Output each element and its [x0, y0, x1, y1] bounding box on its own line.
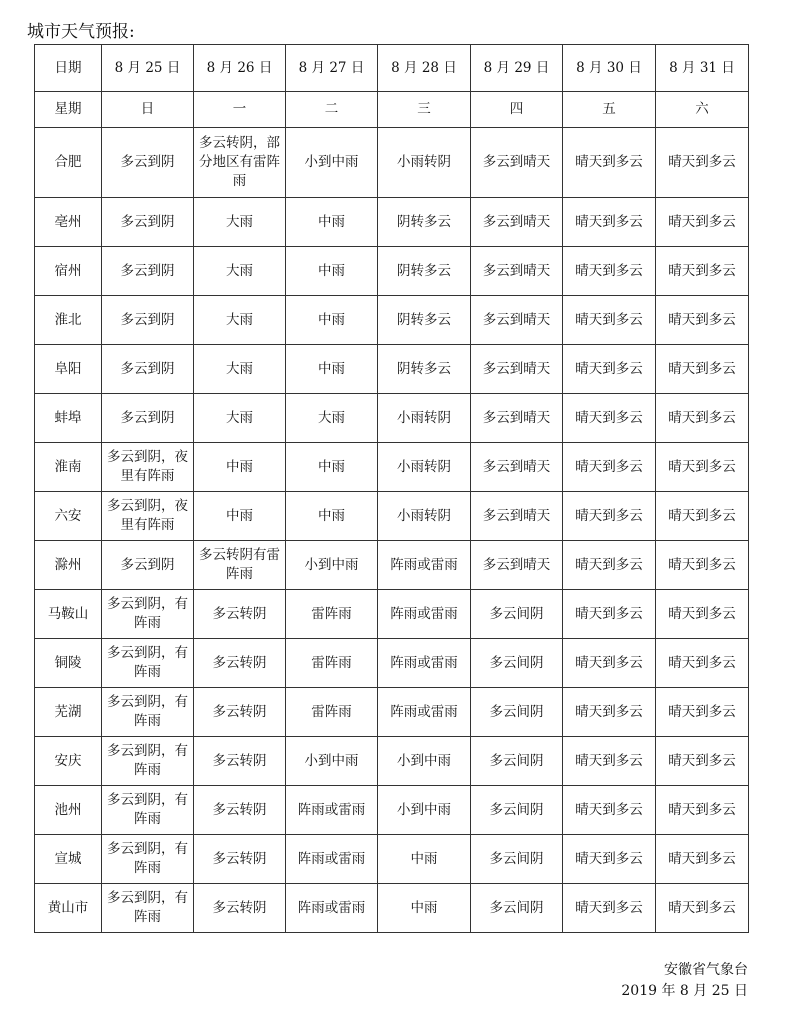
forecast-cell: 中雨: [286, 345, 378, 394]
forecast-cell: 中雨: [378, 835, 471, 884]
forecast-cell: 多云到阴: [102, 198, 194, 247]
forecast-cell: 多云转阴: [194, 737, 286, 786]
forecast-cell: 多云间阴: [471, 786, 563, 835]
forecast-cell: 阴转多云: [378, 345, 471, 394]
forecast-cell: 晴天到多云: [656, 590, 749, 639]
date-label-cell: 日期: [35, 45, 102, 92]
city-name-cell: 亳州: [35, 198, 102, 247]
page-title: 城市天气预报:: [27, 22, 135, 42]
forecast-cell: 多云间阴: [471, 884, 563, 933]
forecast-cell: 阵雨或雷雨: [286, 835, 378, 884]
table-row: [35, 737, 749, 786]
forecast-cell: 中雨: [286, 443, 378, 492]
forecast-cell: 晴天到多云: [563, 590, 656, 639]
table-row: [35, 443, 749, 492]
forecast-cell: 中雨: [378, 884, 471, 933]
forecast-cell: 晴天到多云: [563, 737, 656, 786]
forecast-table-body: [35, 45, 749, 933]
forecast-cell: 雷阵雨: [286, 590, 378, 639]
forecast-cell: 小雨转阴: [378, 492, 471, 541]
table-row: [35, 835, 749, 884]
weekday-cell: 四: [471, 92, 563, 128]
weekday-cell: 五: [563, 92, 656, 128]
forecast-cell: 多云转阴: [194, 884, 286, 933]
forecast-cell: 多云到阴，有阵雨: [102, 835, 194, 884]
forecast-cell: 阵雨或雷雨: [378, 639, 471, 688]
forecast-cell: 晴天到多云: [563, 128, 656, 198]
weekday-cell: 六: [656, 92, 749, 128]
forecast-cell: 多云到晴天: [471, 443, 563, 492]
forecast-cell: 晴天到多云: [563, 198, 656, 247]
forecast-cell: 大雨: [194, 247, 286, 296]
weekday-cell: 二: [286, 92, 378, 128]
forecast-cell: 晴天到多云: [563, 296, 656, 345]
forecast-cell: 晴天到多云: [563, 835, 656, 884]
city-name-cell: 淮南: [35, 443, 102, 492]
forecast-cell: 中雨: [286, 247, 378, 296]
weekday-header-row: [35, 92, 749, 128]
forecast-cell: 晴天到多云: [563, 639, 656, 688]
forecast-cell: 多云到阴: [102, 128, 194, 198]
forecast-cell: 晴天到多云: [656, 394, 749, 443]
forecast-cell: 多云到阴，夜里有阵雨: [102, 492, 194, 541]
forecast-cell: 多云到晴天: [471, 541, 563, 590]
date-cell: 8 月 30 日: [563, 45, 656, 92]
table-row: [35, 345, 749, 394]
forecast-table: [34, 44, 749, 933]
forecast-cell: 大雨: [194, 345, 286, 394]
city-name-cell: 淮北: [35, 296, 102, 345]
forecast-cell: 多云到阴: [102, 296, 194, 345]
forecast-cell: 多云间阴: [471, 590, 563, 639]
forecast-cell: 晴天到多云: [656, 639, 749, 688]
date-cell: 8 月 27 日: [286, 45, 378, 92]
forecast-cell: 阵雨或雷雨: [378, 541, 471, 590]
forecast-cell: 中雨: [286, 492, 378, 541]
forecast-cell: 多云到阴，夜里有阵雨: [102, 443, 194, 492]
forecast-cell: 多云到晴天: [471, 247, 563, 296]
weekday-cell: 一: [194, 92, 286, 128]
table-row: [35, 688, 749, 737]
forecast-cell: 多云到晴天: [471, 128, 563, 198]
forecast-cell: 阵雨或雷雨: [378, 590, 471, 639]
weekday-cell: 日: [102, 92, 194, 128]
weekday-cell: 三: [378, 92, 471, 128]
forecast-cell: 晴天到多云: [563, 541, 656, 590]
date-cell: 8 月 29 日: [471, 45, 563, 92]
forecast-cell: 多云转阴有雷阵雨: [194, 541, 286, 590]
city-name-cell: 蚌埠: [35, 394, 102, 443]
forecast-cell: 小雨转阴: [378, 128, 471, 198]
forecast-cell: 多云到阴，有阵雨: [102, 688, 194, 737]
city-name-cell: 马鞍山: [35, 590, 102, 639]
forecast-cell: 多云到阴: [102, 394, 194, 443]
forecast-cell: 多云转阴: [194, 639, 286, 688]
date-cell: 8 月 26 日: [194, 45, 286, 92]
forecast-cell: 中雨: [194, 443, 286, 492]
forecast-cell: 多云转阴: [194, 835, 286, 884]
table-row: [35, 247, 749, 296]
forecast-cell: 大雨: [194, 198, 286, 247]
forecast-cell: 多云转阴: [194, 688, 286, 737]
forecast-cell: 中雨: [286, 296, 378, 345]
forecast-cell: 多云到阴，有阵雨: [102, 884, 194, 933]
forecast-cell: 多云到阴，有阵雨: [102, 737, 194, 786]
table-row: [35, 492, 749, 541]
forecast-cell: 阴转多云: [378, 296, 471, 345]
forecast-cell: 多云到晴天: [471, 492, 563, 541]
forecast-cell: 小到中雨: [286, 128, 378, 198]
city-name-cell: 芜湖: [35, 688, 102, 737]
forecast-cell: 阴转多云: [378, 198, 471, 247]
forecast-cell: 多云到阴，有阵雨: [102, 639, 194, 688]
forecast-cell: 多云间阴: [471, 835, 563, 884]
city-name-cell: 合肥: [35, 128, 102, 198]
forecast-cell: 小雨转阴: [378, 443, 471, 492]
forecast-cell: 晴天到多云: [656, 835, 749, 884]
city-name-cell: 铜陵: [35, 639, 102, 688]
forecast-cell: 多云转阴: [194, 590, 286, 639]
forecast-cell: 晴天到多云: [563, 443, 656, 492]
forecast-cell: 多云间阴: [471, 639, 563, 688]
forecast-cell: 晴天到多云: [656, 737, 749, 786]
city-name-cell: 宿州: [35, 247, 102, 296]
forecast-cell: 小到中雨: [286, 541, 378, 590]
forecast-cell: 晴天到多云: [656, 345, 749, 394]
forecast-cell: 晴天到多云: [563, 345, 656, 394]
city-name-cell: 黄山市: [35, 884, 102, 933]
forecast-cell: 阵雨或雷雨: [378, 688, 471, 737]
forecast-cell: 晴天到多云: [656, 443, 749, 492]
forecast-cell: 阵雨或雷雨: [286, 884, 378, 933]
table-row: [35, 884, 749, 933]
table-row: [35, 786, 749, 835]
forecast-cell: 多云到阴: [102, 247, 194, 296]
date-header-row: [35, 45, 749, 92]
forecast-cell: 阴转多云: [378, 247, 471, 296]
forecast-cell: 多云转阴: [194, 786, 286, 835]
forecast-cell: 小到中雨: [378, 737, 471, 786]
table-row: [35, 639, 749, 688]
forecast-cell: 晴天到多云: [563, 247, 656, 296]
city-name-cell: 六安: [35, 492, 102, 541]
forecast-cell: 晴天到多云: [656, 296, 749, 345]
forecast-cell: 多云间阴: [471, 737, 563, 786]
forecast-cell: 阵雨或雷雨: [286, 786, 378, 835]
date-cell: 8 月 25 日: [102, 45, 194, 92]
forecast-cell: 多云到晴天: [471, 394, 563, 443]
city-name-cell: 池州: [35, 786, 102, 835]
forecast-cell: 晴天到多云: [563, 884, 656, 933]
forecast-cell: 晴天到多云: [656, 688, 749, 737]
forecast-cell: 多云到阴: [102, 541, 194, 590]
forecast-cell: 多云到晴天: [471, 198, 563, 247]
forecast-cell: 晴天到多云: [656, 541, 749, 590]
forecast-cell: 晴天到多云: [656, 128, 749, 198]
date-cell: 8 月 31 日: [656, 45, 749, 92]
forecast-cell: 晴天到多云: [656, 884, 749, 933]
city-name-cell: 宣城: [35, 835, 102, 884]
forecast-cell: 晴天到多云: [656, 198, 749, 247]
table-row: [35, 296, 749, 345]
forecast-cell: 多云到阴，有阵雨: [102, 590, 194, 639]
forecast-cell: 多云到晴天: [471, 345, 563, 394]
forecast-cell: 雷阵雨: [286, 639, 378, 688]
forecast-cell: 雷阵雨: [286, 688, 378, 737]
forecast-cell: 晴天到多云: [563, 786, 656, 835]
forecast-cell: 晴天到多云: [563, 394, 656, 443]
table-row: [35, 590, 749, 639]
forecast-cell: 小到中雨: [286, 737, 378, 786]
weekday-label-cell: 星期: [35, 92, 102, 128]
table-row: [35, 394, 749, 443]
forecast-cell: 晴天到多云: [563, 492, 656, 541]
forecast-cell: 中雨: [194, 492, 286, 541]
table-row: [35, 128, 749, 198]
forecast-cell: 多云到阴，有阵雨: [102, 786, 194, 835]
footer: [621, 960, 748, 1002]
forecast-cell: 多云转阴，部分地区有雷阵雨: [194, 128, 286, 198]
forecast-cell: 晴天到多云: [656, 786, 749, 835]
forecast-cell: 多云到晴天: [471, 296, 563, 345]
forecast-cell: 大雨: [286, 394, 378, 443]
forecast-cell: 小雨转阴: [378, 394, 471, 443]
forecast-cell: 多云间阴: [471, 688, 563, 737]
issuer-name: 安徽省气象台: [664, 962, 748, 978]
forecast-cell: 晴天到多云: [563, 688, 656, 737]
forecast-cell: 晴天到多云: [656, 492, 749, 541]
forecast-cell: 大雨: [194, 296, 286, 345]
issue-date: 2019 年 8 月 25 日: [621, 983, 748, 999]
city-name-cell: 滁州: [35, 541, 102, 590]
forecast-cell: 中雨: [286, 198, 378, 247]
forecast-cell: 晴天到多云: [656, 247, 749, 296]
date-cell: 8 月 28 日: [378, 45, 471, 92]
forecast-cell: 大雨: [194, 394, 286, 443]
forecast-cell: 小到中雨: [378, 786, 471, 835]
table-row: [35, 198, 749, 247]
table-row: [35, 541, 749, 590]
forecast-cell: 多云到阴: [102, 345, 194, 394]
city-name-cell: 阜阳: [35, 345, 102, 394]
city-name-cell: 安庆: [35, 737, 102, 786]
